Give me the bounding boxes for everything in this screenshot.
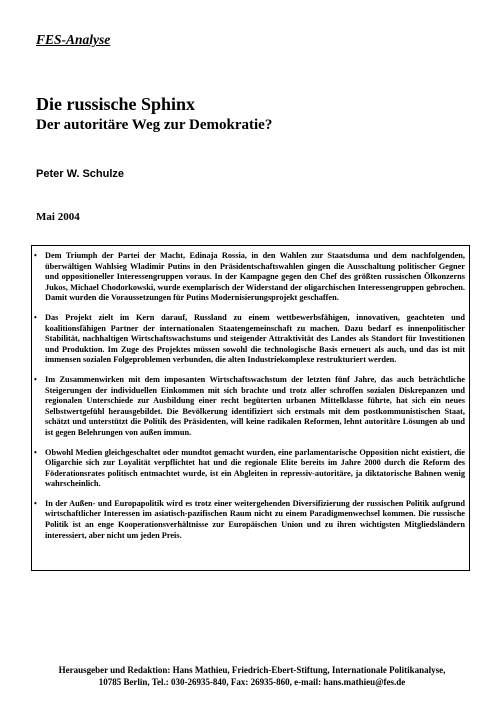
summary-item [34, 251, 465, 304]
summary-item [34, 499, 465, 541]
publication-date: Mai 2004 [36, 211, 80, 223]
document-subtitle: Der autoritäre Weg zur Demokratie? [36, 117, 273, 133]
bullet-icon: • [34, 374, 37, 384]
footer-line-publisher: Herausgeber und Redaktion: Hans Mathieu, Friedrich-Ebert-Stiftung, Internationale Politikanalyse, [58, 665, 446, 675]
summary-item [34, 375, 465, 439]
bullet-icon: • [34, 447, 37, 457]
summary-item-text: Das Projekt zielt im Kern darauf, Russland zu einem wettbewerbsfähigen, innovativen, geachteten und koalitionsfähigen Partner der internationalen Staatengemeinschaft zu machen. Dazu bedarf es innenpolitischer Stabilität, nachhaltigen Wirtschaftswachstums und steigender Attraktivität des Landes als Standort für Investitionen und Produktion. Im Zuge des Projektes müssen sowohl die technologische Basis erneuert als auch, und das ist mit immensen sozialen Folgeproblemen verbunden, die alten Industriekomplexe restrukturiert werden. [45, 312, 465, 365]
bullet-icon: • [34, 498, 37, 508]
author-name: Peter W. Schulze [36, 168, 125, 180]
series-label: FES-Analyse [36, 32, 111, 47]
footer-line-contact: 10785 Berlin, Tel.: 030-26935-840, Fax: 26935-860, e-mail: hans.mathieu@fes.de [98, 677, 406, 687]
summary-item [34, 313, 465, 366]
summary-item-text: Obwohl Medien gleichgeschaltet oder mundtot gemacht wurden, eine parlamentarische Opposition nicht existiert, die Oligarchie sich zur Loyalität verpflichtet hat und die regionale Elite bereits im Jahre 2000 durch die Reform des Föderationsrates politisch entmachtet wurde, ist ein Abgleiten in repressiv-autoritäre, ja diktatorische Bahnen wenig wahrscheinlich. [45, 447, 465, 489]
summary-box [31, 245, 470, 571]
document-title: Die russische Sphinx [36, 94, 196, 114]
bullet-icon: • [34, 251, 37, 260]
summary-item [34, 448, 465, 490]
bullet-icon: • [34, 312, 37, 322]
summary-item-text: Im Zusammenwirken mit dem imposanten Wirtschaftswachstum der letzten fünf Jahre, das auch beträchtliche Steigerungen der individuellen Einkommen mit sich brachte und trotz aller schroffen sozialen Diskrepanzen und regionalen Unterschiede zur Ausbildung einer recht begüterten urbanen Mittelklasse führte, hat sich ein neues Selbstwertgefühl herausgebildet. Die Bevölkerung identifiziert sich erstmals mit dem postkommunistischen Staat, schätzt und unterstützt die Politik des Präsidenten, will keine radikalen Reformen, lehnt autoritäre Lösungen ab und ist gegen Belehrungen von außen immun. [45, 374, 465, 437]
summary-item-text: In der Außen- und Europapolitik wird es trotz einer weitergehenden Diversifizierung der russischen Politik aufgrund wirtschaftlicher Interessen im asiatisch-pazifischen Raum nicht zu einem Paradigmenwechsel kommen. Die russische Politik ist an enge Kooperationsverhältnisse zur Europäischen Union und zu ihren wichtigsten Mitgliedsländern interessiert, aber nicht um jeden Preis. [45, 498, 465, 540]
summary-list [32, 246, 469, 541]
summary-item-text: Dem Triumph der Partei der Macht, Edinaja Rossia, in den Wahlen zur Staatsduma und dem nachfolgenden, überwältigen Wahlsieg Wladimir Putins in den Präsidentschaftswahlen gingen die Ausschaltung politischer Gegner und oppositioneller Interessengruppen voraus. In der Kampagne gegen den Chef des größten russischen Ölkonzerns Jukos, Michael Chodorkowski, wurde exemplarisch der Widerstand der oligarchischen Interessengruppen gebrochen. Damit wurden die Voraussetzungen für Putins Modernisierungsprojekt geschaffen. [45, 251, 465, 303]
publisher-footer [0, 664, 504, 688]
